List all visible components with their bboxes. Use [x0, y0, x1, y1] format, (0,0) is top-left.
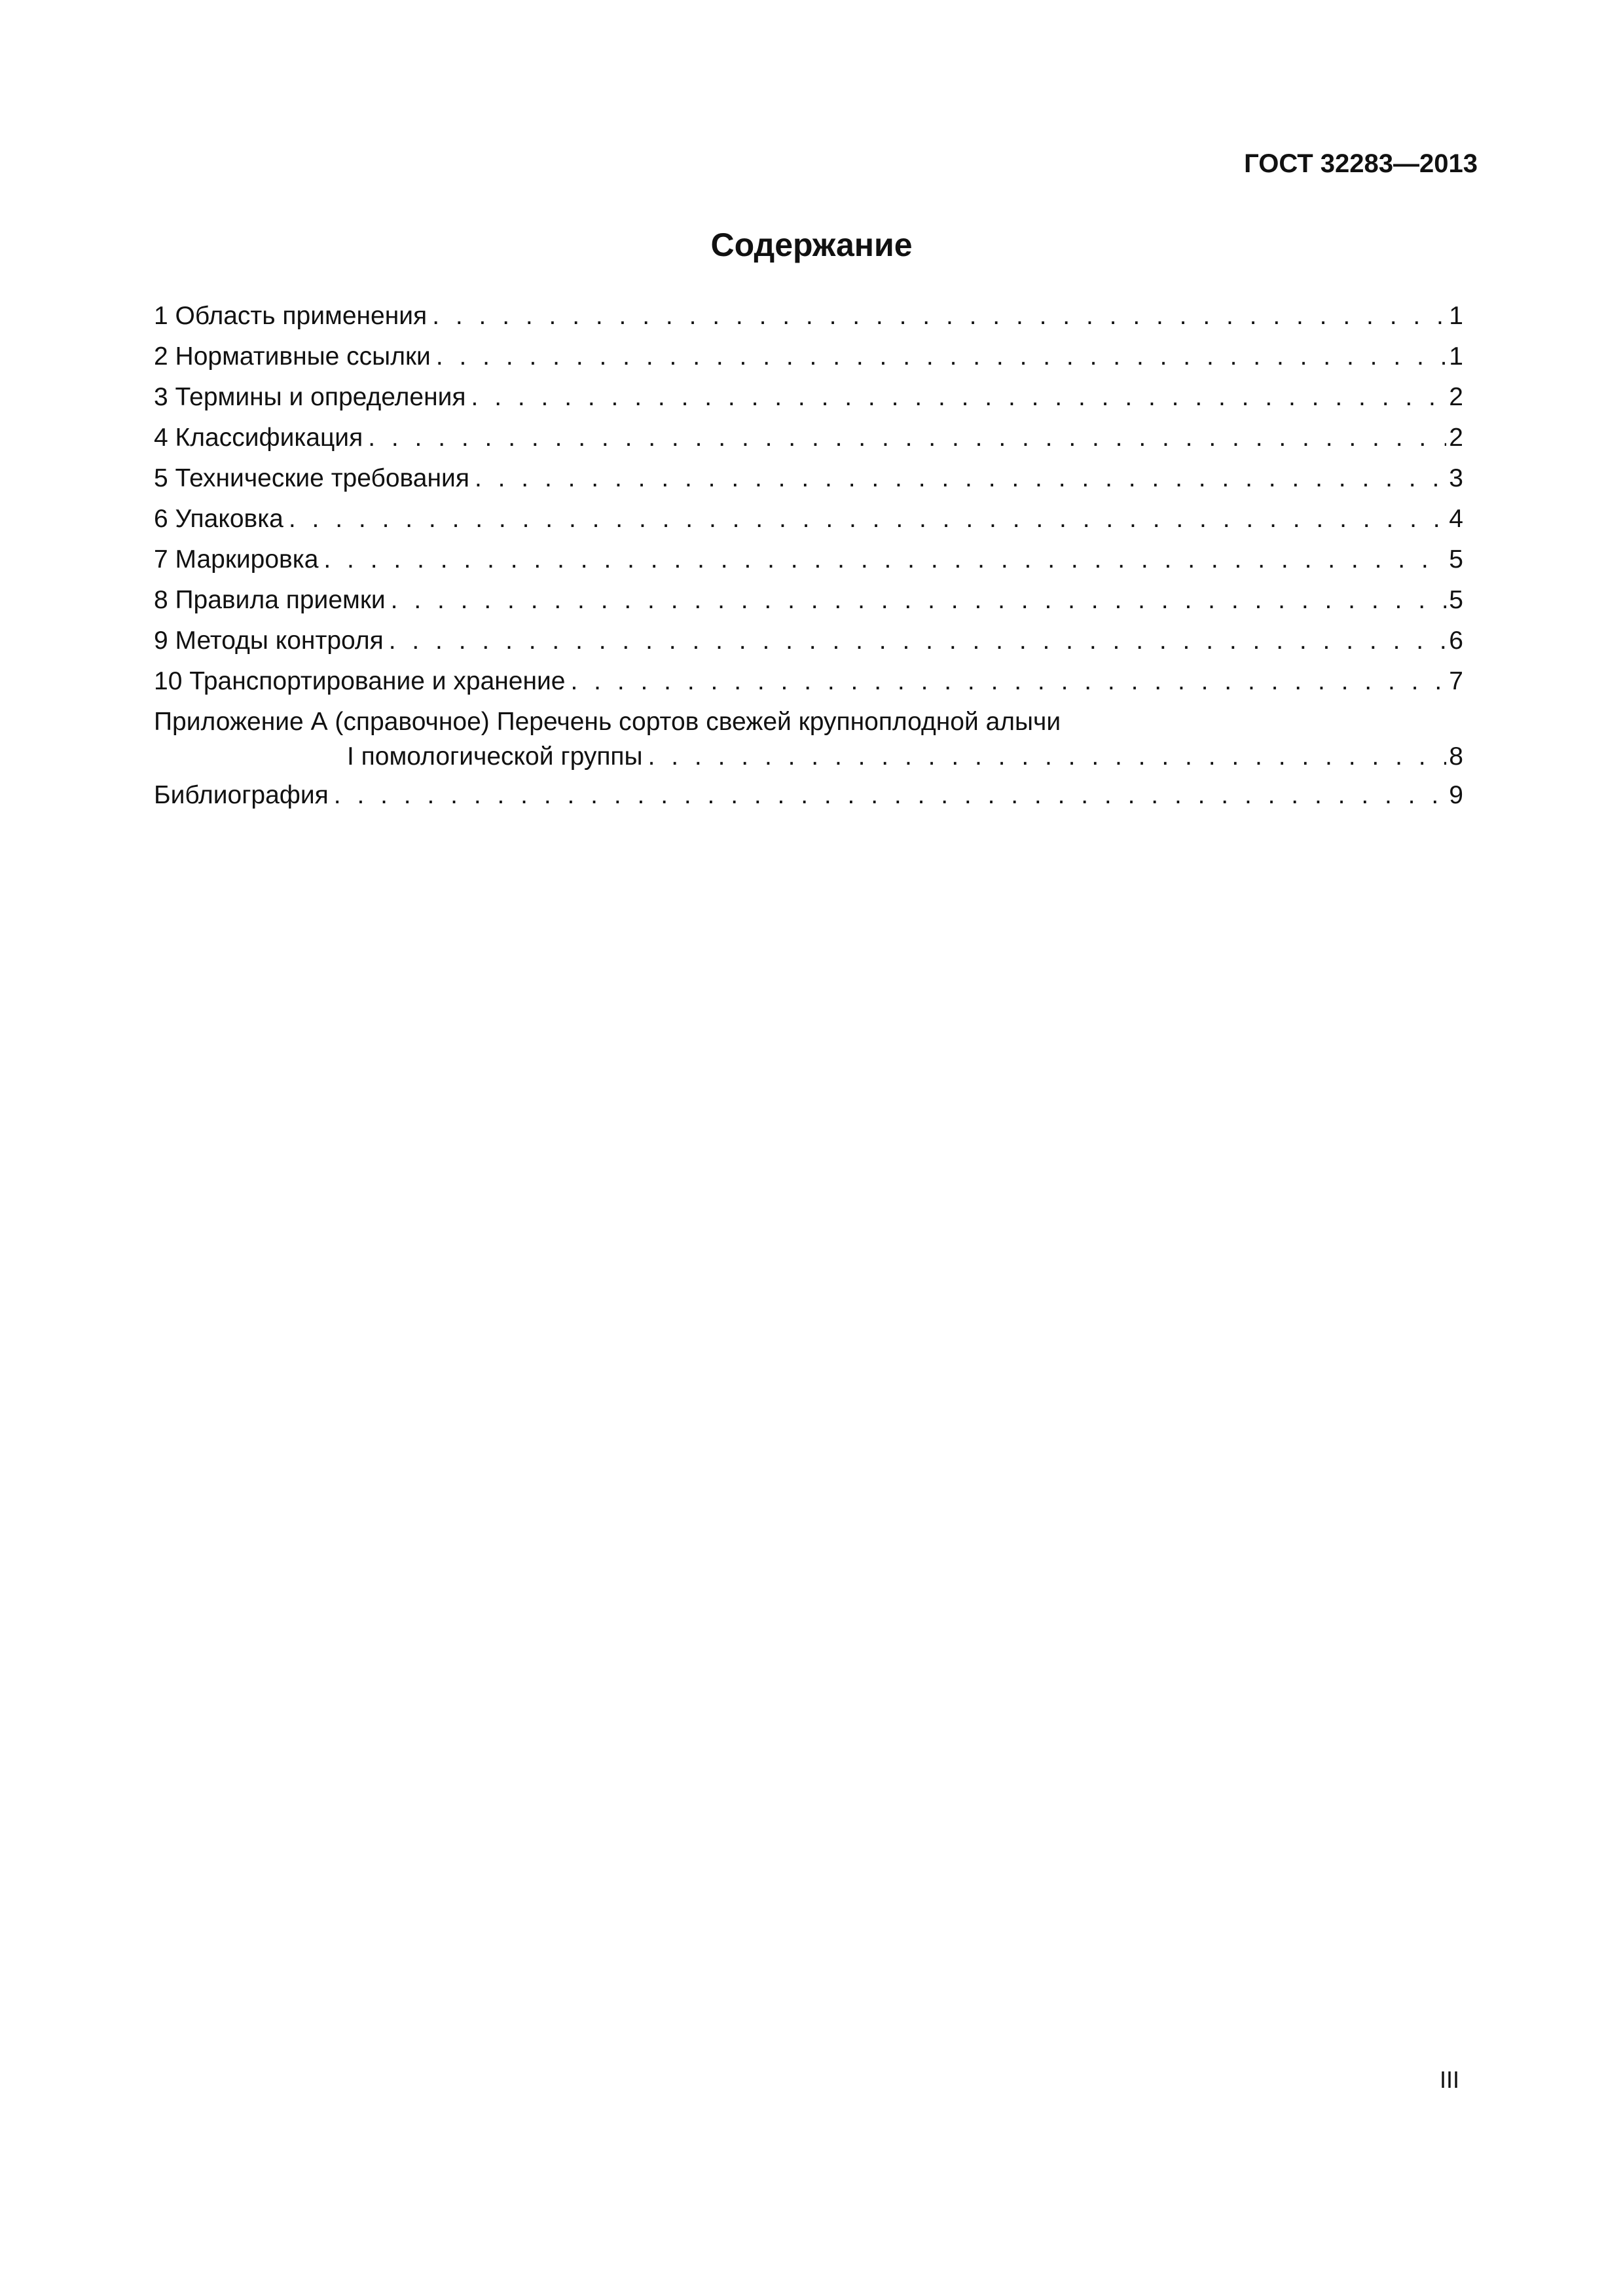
toc-title: Содержание: [710, 227, 913, 263]
toc-entry[interactable]: [154, 621, 1463, 661]
toc-entry[interactable]: [154, 580, 1463, 621]
toc-entry[interactable]: [154, 539, 1463, 580]
toc-entry-label: 7 Маркировка: [154, 545, 319, 574]
toc-entry[interactable]: [154, 418, 1463, 458]
toc-entry-label: 4 Классификация: [154, 424, 363, 452]
toc-dot-leader: [648, 738, 1447, 775]
table-of-contents: [154, 296, 1463, 816]
toc-entry-label: 8 Правила приемки: [154, 586, 386, 614]
toc-dot-leader: [389, 621, 1447, 661]
toc-entry-label: 6 Упаковка: [154, 505, 283, 533]
toc-entry-page: 8: [1449, 742, 1463, 771]
toc-entry[interactable]: [154, 458, 1463, 499]
toc-entry-page: 4: [1449, 505, 1463, 533]
toc-dot-leader: [475, 458, 1446, 499]
toc-appendix-continuation: [154, 738, 1463, 775]
toc-entry-page: 1: [1449, 302, 1463, 330]
toc-entry-page: 1: [1449, 342, 1463, 371]
toc-appendix-label-continued: I помологической группы: [347, 742, 643, 771]
toc-dot-leader: [334, 775, 1447, 816]
toc-entry-label: 3 Термины и определения: [154, 383, 466, 411]
toc-entry-page: 2: [1449, 383, 1463, 411]
toc-entry-page: 7: [1449, 667, 1463, 695]
toc-dot-leader: [571, 661, 1447, 702]
toc-dot-leader: [391, 580, 1447, 621]
toc-dot-leader: [436, 337, 1446, 377]
toc-entry-label: 1 Область применения: [154, 302, 428, 330]
toc-entry-label: 9 Методы контроля: [154, 627, 384, 655]
toc-entry-page: 3: [1449, 464, 1463, 492]
toc-entry[interactable]: [154, 377, 1463, 418]
toc-dot-leader: [289, 499, 1446, 539]
toc-entry[interactable]: [154, 296, 1463, 337]
toc-entry-page: 5: [1449, 586, 1463, 614]
toc-entry-page: 2: [1449, 424, 1463, 452]
toc-entry-label: 5 Технические требования: [154, 464, 469, 492]
toc-dot-leader: [368, 418, 1446, 458]
toc-dot-leader: [432, 296, 1446, 337]
toc-entry-page: 9: [1449, 781, 1463, 809]
toc-entry-label: Библиография: [154, 781, 329, 809]
toc-appendix-label: Приложение А (справочное) Перечень сортов свежей крупноплодной алычи: [154, 708, 1061, 736]
toc-entry[interactable]: [154, 661, 1463, 702]
toc-entry-label: 2 Нормативные ссылки: [154, 342, 431, 371]
toc-entry-page: 6: [1449, 627, 1463, 655]
toc-entry[interactable]: [154, 499, 1463, 539]
toc-entry[interactable]: [154, 337, 1463, 377]
toc-entry-page: 5: [1449, 545, 1463, 574]
toc-dot-leader: [323, 539, 1446, 580]
page-number: III: [1439, 2066, 1459, 2093]
document-code: ГОСТ 32283—2013: [1244, 149, 1478, 178]
toc-dot-leader: [471, 377, 1447, 418]
toc-entry-appendix[interactable]: [154, 706, 1463, 775]
toc-entry-label: 10 Транспортирование и хранение: [154, 667, 566, 695]
toc-entry-bibliography[interactable]: [154, 775, 1463, 816]
